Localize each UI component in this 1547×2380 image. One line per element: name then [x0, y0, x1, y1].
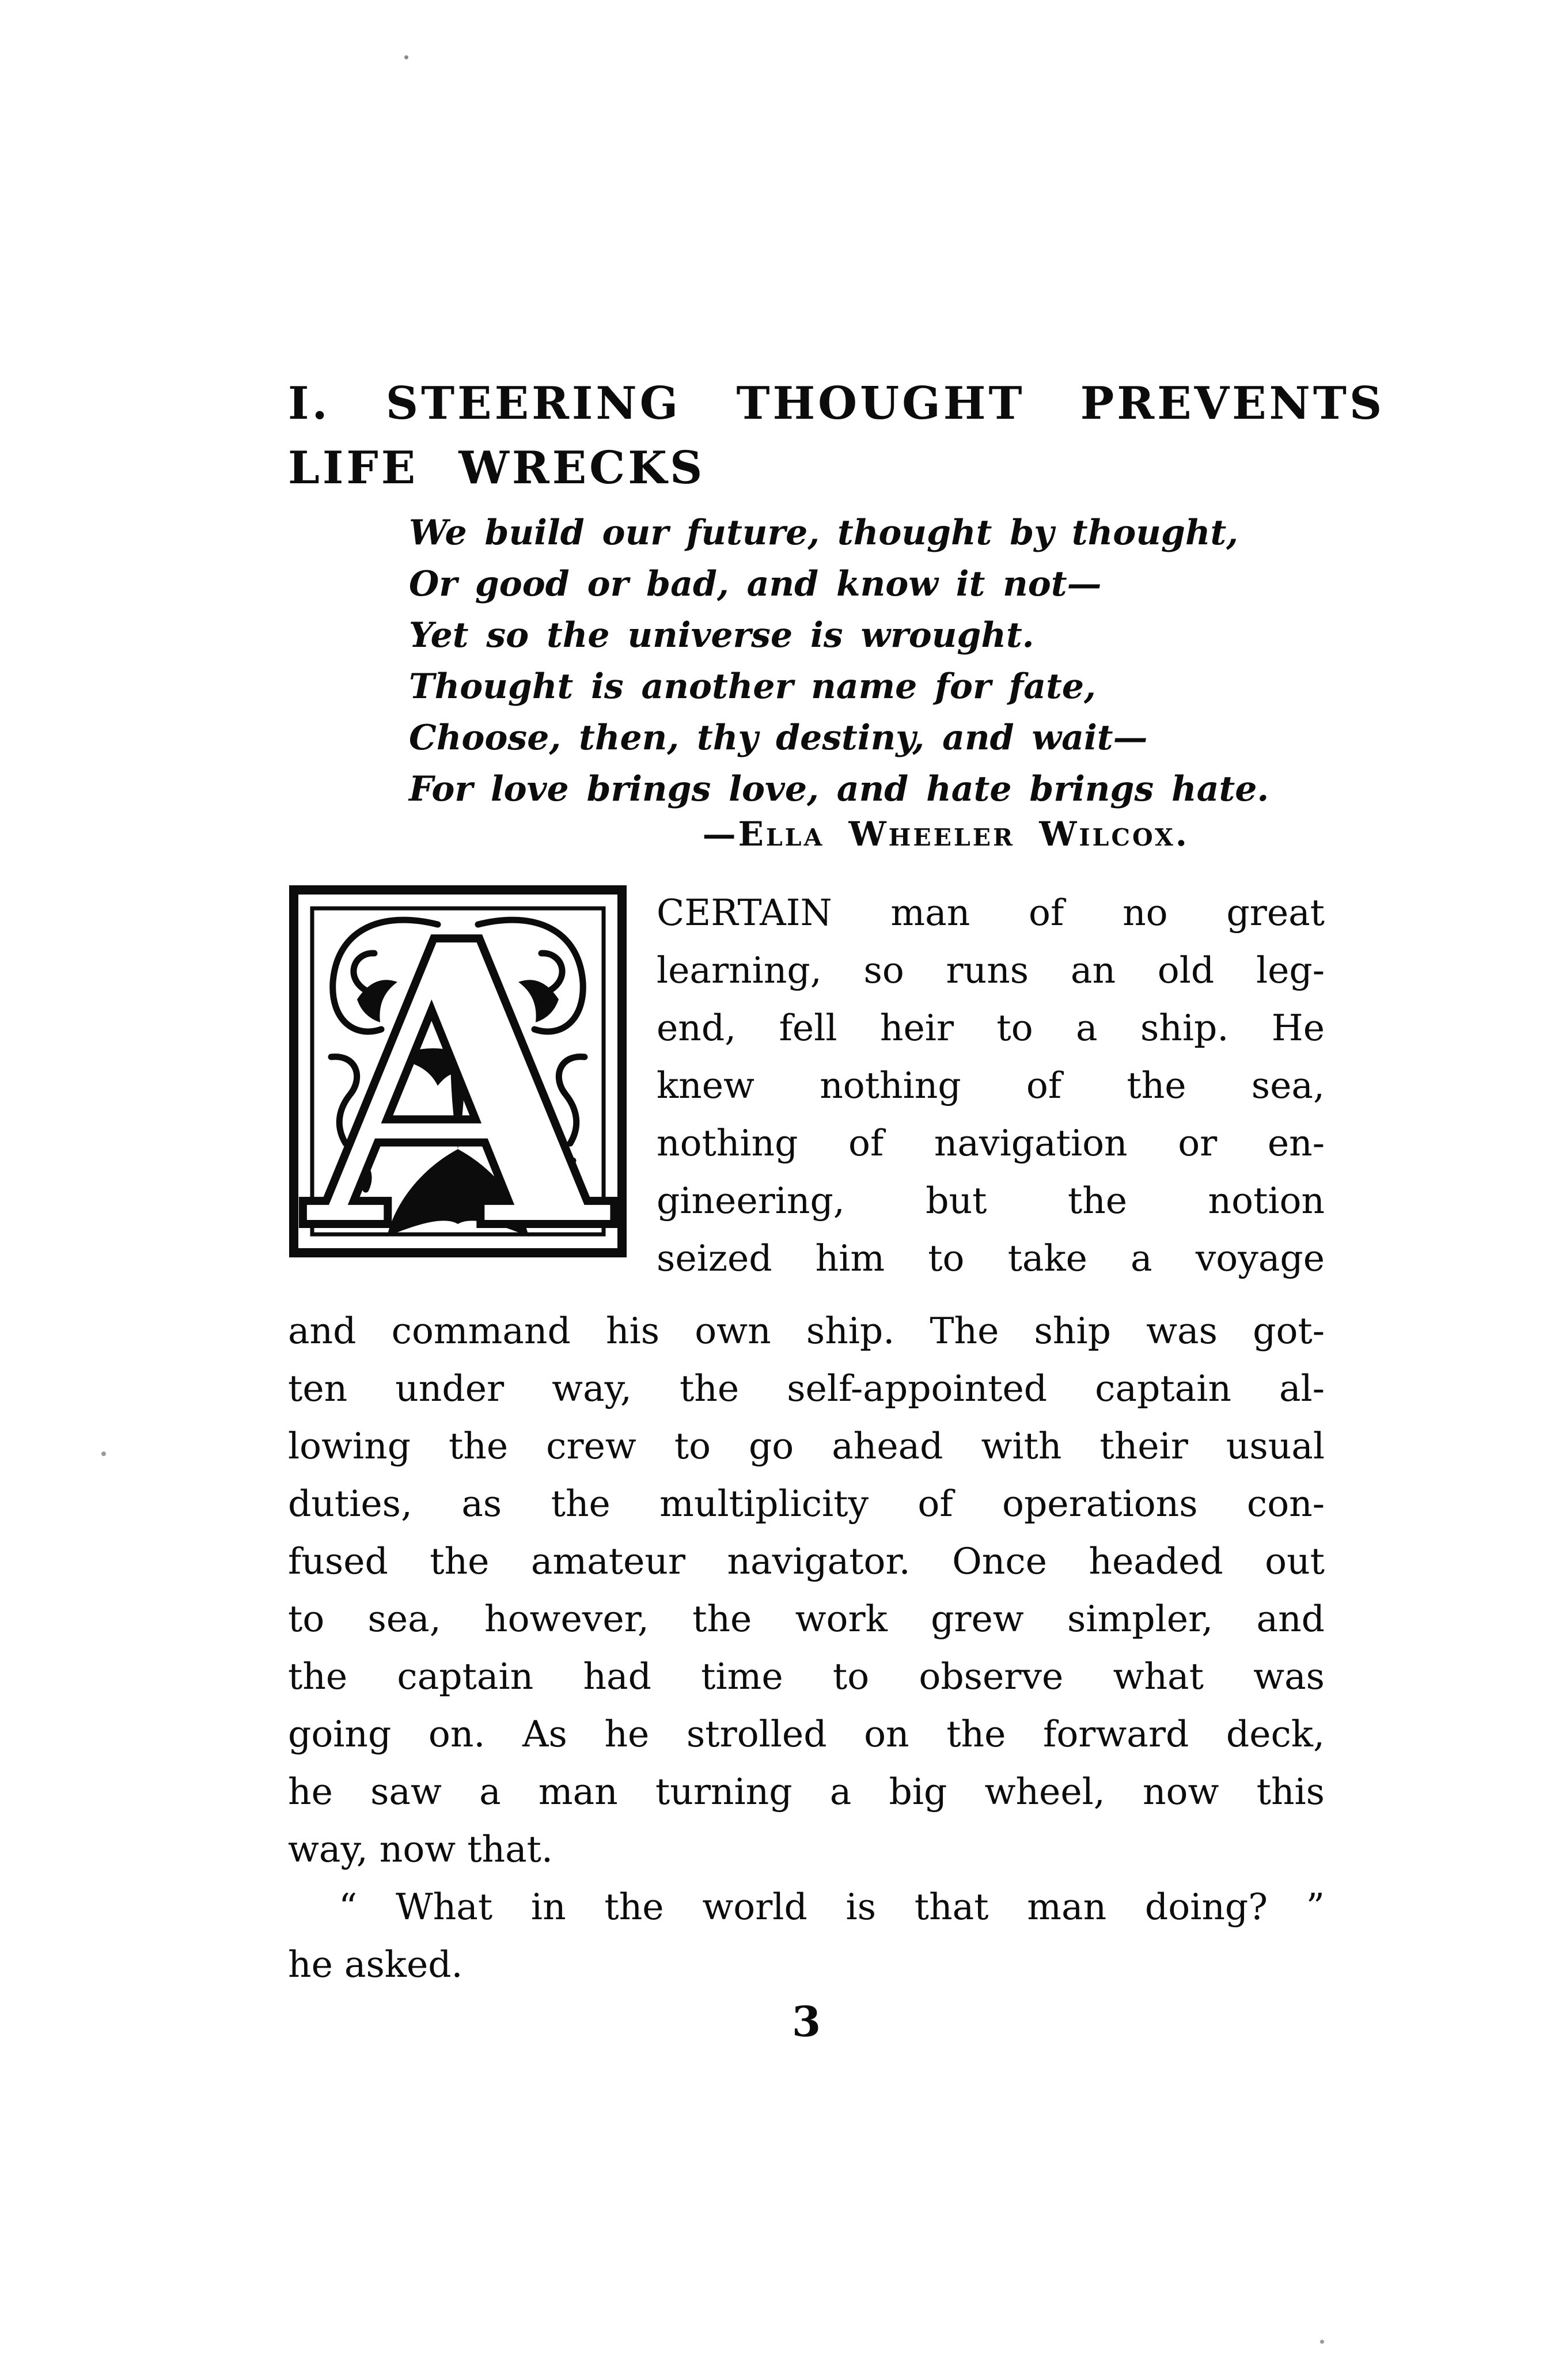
body-line: end, fell heir to a ship. He: [657, 1007, 1325, 1049]
body-line: and command his own ship. The ship was got-: [288, 1310, 1325, 1352]
poem-line: For love brings love, and hate brings hate.: [409, 769, 1269, 809]
chapter-title-line-2: LIFE WRECKS: [288, 442, 706, 494]
paragraph-column: [657, 884, 1325, 1287]
body-line: CERTAIN man of no great: [657, 892, 1325, 934]
drop-cap: [288, 884, 628, 1259]
drop-cap-letter: A: [306, 884, 610, 1259]
body-line: nothing of navigation or en-: [657, 1122, 1325, 1164]
poem-line: We build our future, thought by thought,: [409, 513, 1239, 553]
poem-attribution: —Ella Wheeler Wilcox.: [702, 814, 1189, 854]
body-line: gineering, but the notion: [657, 1180, 1325, 1222]
body-line: learning, so runs an old leg-: [657, 949, 1325, 991]
epigraph-poem: [409, 507, 1325, 815]
dust-speck-icon: [404, 55, 408, 59]
page-number: 3: [791, 1997, 821, 2046]
chapter-title-line-1: I. STEERING THOUGHT PREVENTS: [288, 377, 1385, 430]
body-line: fused the amateur navigator. Once headed out: [288, 1540, 1325, 1582]
poem-line: Thought is another name for fate,: [409, 666, 1096, 707]
body-line: way, now that.: [288, 1828, 553, 1870]
poem-line: Yet so the universe is wrought.: [409, 615, 1034, 655]
poem-line: Choose, then, thy destiny, and wait—: [409, 718, 1148, 758]
dust-speck-icon: [101, 1452, 106, 1456]
body-line: he saw a man turning a big wheel, now this: [288, 1771, 1325, 1813]
body-line: he asked.: [288, 1943, 463, 1985]
body-line: lowing the crew to go ahead with their usual: [288, 1425, 1325, 1467]
drop-cap-ornament: [288, 884, 628, 1259]
body-line-dialogue: “ What in the world is that man doing? ”: [339, 1886, 1325, 1928]
opening-paragraph-row: [288, 884, 1325, 1287]
body-line: the captain had time to observe what was: [288, 1655, 1325, 1697]
text-block: [288, 372, 1385, 2046]
body-line: to sea, however, the work grew simpler, and: [288, 1598, 1325, 1640]
dust-speck-icon: [1320, 2340, 1324, 2344]
body-line: ten under way, the self-appointed captain al-: [288, 1367, 1325, 1409]
body-line: knew nothing of the sea,: [657, 1064, 1325, 1106]
body-line: going on. As he strolled on the forward deck,: [288, 1713, 1325, 1755]
body-line: seized him to take a voyage: [657, 1237, 1325, 1279]
body-line: duties, as the multiplicity of operations con-: [288, 1483, 1325, 1525]
poem-line: Or good or bad, and know it not—: [409, 564, 1102, 604]
paragraph-full-width: [288, 1302, 1325, 1994]
